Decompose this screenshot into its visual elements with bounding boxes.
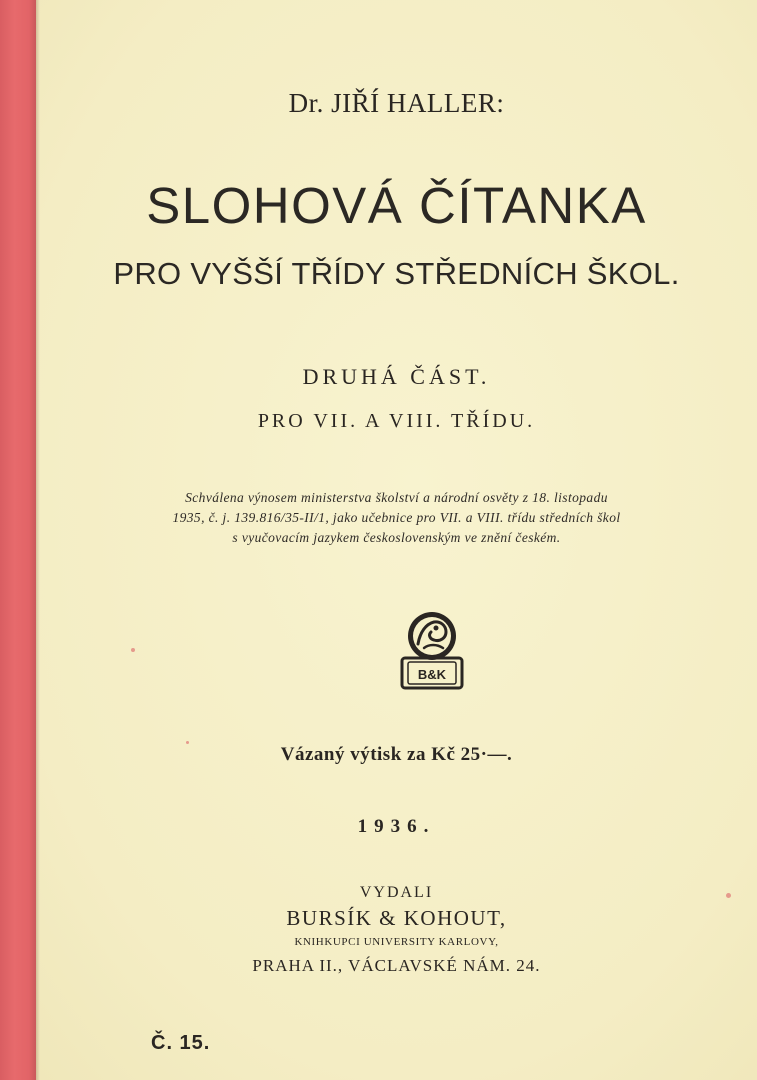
logo-monogram: B&K (417, 667, 447, 682)
publisher-address: PRAHA II., VÁCLAVSKÉ NÁM. 24. (252, 956, 541, 975)
publication-year: 1936. (357, 816, 436, 837)
book-subtitle: PRO VYŠŠÍ TŘÍDY STŘEDNÍCH ŠKOL. (113, 256, 680, 291)
target-grades: PRO VII. A VIII. TŘÍDU. (257, 410, 536, 432)
price-note: Vázaný výtisk za Kč 25·—. (280, 744, 513, 765)
paper-speck (131, 648, 135, 652)
bookseller-note: KNIHKUPCI UNIVERSITY KARLOVY, (294, 936, 499, 948)
approval-note-line: s vyučovacím jazykem československým ve znění českém. (232, 530, 561, 545)
red-cloth-spine (0, 0, 36, 1080)
publisher-name: BURSÍK & KOHOUT, (286, 906, 507, 930)
volume-part: DRUHÁ ČÁST. (302, 364, 491, 389)
approval-note-line: Schválena výnosem ministerstva školství a národní osvěty z 18. listopadu (185, 490, 608, 505)
publisher-emblem-icon (396, 608, 468, 692)
approval-note-line: 1935, č. j. 139.816/35-II/1, jako učebnice pro VII. a VIII. třídu středních škol (172, 510, 621, 525)
publisher-label: VYDALI (359, 884, 434, 901)
author-name: Dr. JIŘÍ HALLER: (288, 88, 505, 118)
catalog-number: Č. 15. (151, 1032, 211, 1054)
book-title: SLOHOVÁ ČÍTANKA (146, 177, 647, 234)
